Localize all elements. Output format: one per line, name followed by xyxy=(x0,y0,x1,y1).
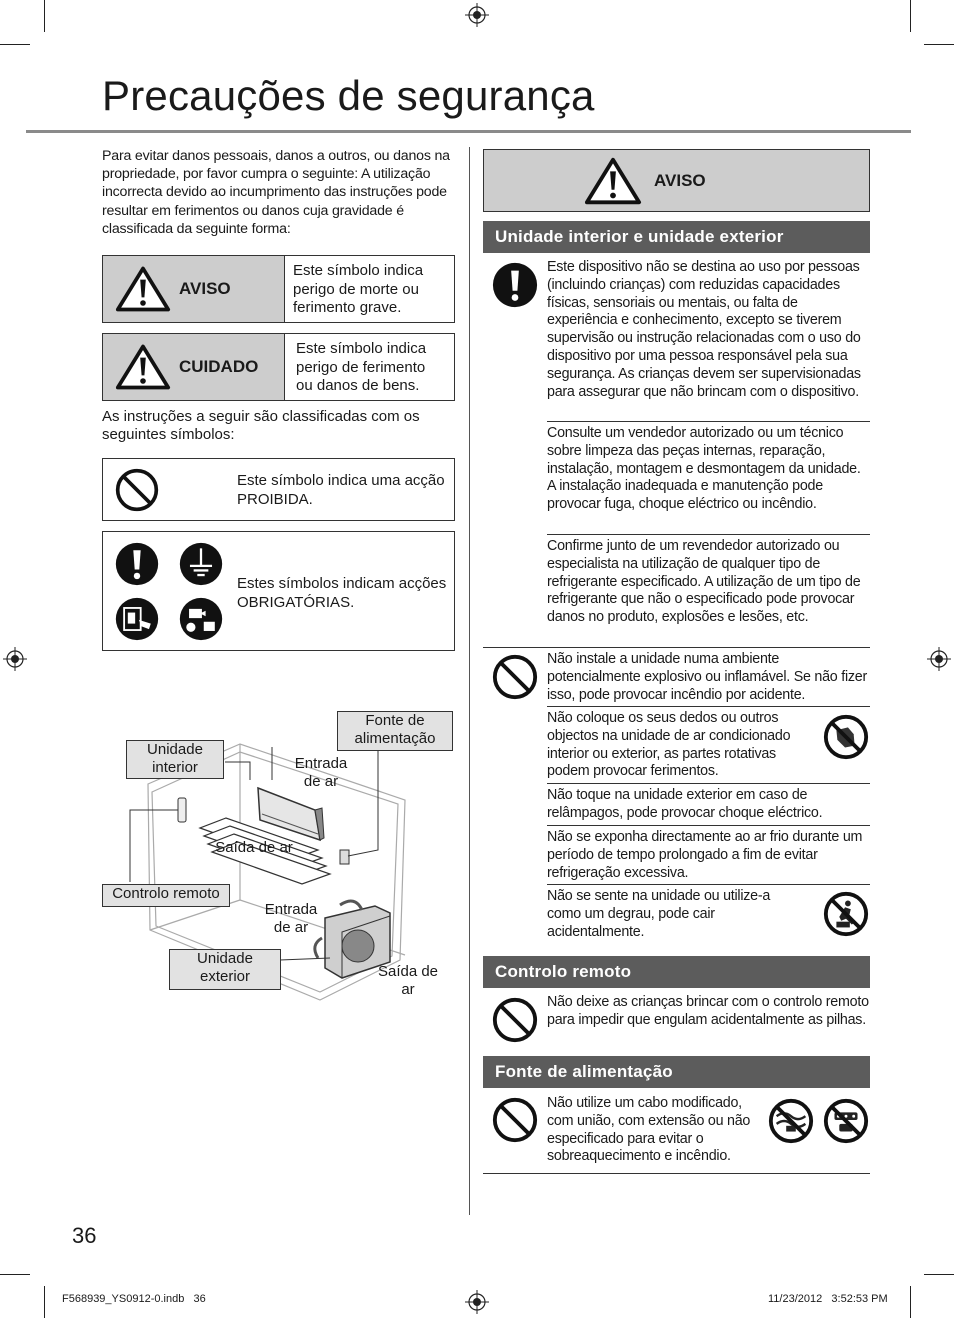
item-separator xyxy=(547,884,870,885)
safety-item: Não se sente na unidade ou utilize-a como um degrau, pode cair acidentalmente. xyxy=(547,888,771,940)
no-extension-cord-icon xyxy=(822,1097,870,1145)
caution-triangle-icon xyxy=(115,343,171,391)
prohibited-box xyxy=(102,458,455,521)
item-separator xyxy=(547,783,870,784)
item-separator xyxy=(483,1173,870,1174)
crop-mark xyxy=(0,1274,30,1275)
legend-cuidado-symbol xyxy=(103,334,285,400)
no-sitting-icon xyxy=(822,890,870,938)
safety-item: Consulte um vendedor autorizado ou um técnico sobre limpeza das peças internas, reparação, instalação, montagem e desmontagem da unidade. A instalação inadequada e manutenção pode provocar fuga, choque eléctrico ou incêndio. xyxy=(547,425,861,513)
crop-mark xyxy=(924,44,954,45)
registration-mark-icon xyxy=(465,1290,489,1314)
prohibited-icon xyxy=(114,467,160,513)
air-inlet-label-2: Entrada de ar xyxy=(264,901,318,936)
crop-mark xyxy=(44,1286,45,1318)
safety-item: Não coloque os seus dedos ou outros objectos na unidade de ar condicionado interior ou exterior, as partes rotativas podem provocar ferimentos. xyxy=(547,710,791,780)
legend-cuidado-label: CUIDADO xyxy=(179,357,259,376)
prohibited-icon xyxy=(491,996,539,1044)
prohibited-desc: Este símbolo indica uma acção PROIBIDA. xyxy=(237,472,445,508)
safety-item: Não utilize um cabo modificado, com união, com extensão ou não especificado para evitar o sobreaquecimento e incêndio. xyxy=(547,1095,751,1165)
power-source-label: Fonte de alimentação xyxy=(337,711,453,751)
column-divider xyxy=(469,147,470,1215)
legend-cuidado-row xyxy=(102,333,455,401)
mandatory-box xyxy=(102,531,455,651)
classified-text: As instruções a seguir são classificadas com os seguintes símbolos: xyxy=(102,408,420,443)
title-rule xyxy=(26,130,911,133)
no-fingers-icon xyxy=(822,713,870,761)
legend-aviso-desc: Este símbolo indica perigo de morte ou ferimento grave. xyxy=(293,262,424,316)
intro-text: Para evitar danos pessoais, danos a outros, ou danos na propriedade, por favor cumpra o seguinte: A utilização incorrecta devido ao incumprimento das instruções pode resultar em ferimentos ou danos cuja gravidade é classificada da seguinte forma: xyxy=(102,148,450,237)
section-heading-power: Fonte de alimentação xyxy=(483,1056,870,1088)
outdoor-unit-label: Unidade exterior xyxy=(169,949,281,990)
warning-triangle-icon xyxy=(115,265,171,313)
item-separator xyxy=(547,825,870,826)
aviso-header xyxy=(483,149,870,212)
legend-aviso-label: AVISO xyxy=(179,279,231,298)
crop-mark xyxy=(44,0,45,32)
legend-aviso-symbol xyxy=(103,256,285,322)
crop-mark xyxy=(924,1274,954,1275)
unplug-icon xyxy=(178,596,224,642)
crop-mark xyxy=(910,0,911,32)
crop-mark xyxy=(910,1286,911,1318)
no-modified-cable-icon xyxy=(767,1097,815,1145)
ground-icon xyxy=(178,541,224,587)
crop-mark xyxy=(0,44,30,45)
air-outlet-label: Saída de ar xyxy=(215,839,293,856)
safety-item: Este dispositivo não se destina ao uso por pessoas (incluindo crianças) com reduzidas capacidades físicas, sensoriais ou mentais, ou falta de experiência e conhecimento, excepto se tiverem supervisão ou instrução relacionadas com o uso do dispositivo por uma pessoa responsável pela sua segurança. As crianças devem ser supervisionadas para assegurar que não brincam com o dispositivo. xyxy=(547,259,861,400)
mandatory-icon xyxy=(491,261,539,309)
safety-item: Não deixe as crianças brincar com o controlo remoto para impedir que engulam acidentalmente as pilhas. xyxy=(547,994,869,1028)
indoor-unit-label: Unidade interior xyxy=(126,740,224,779)
item-separator xyxy=(547,421,870,422)
air-outlet-label-2: Saída de ar xyxy=(377,963,439,998)
mandatory-desc: Estes símbolos indicam acções OBRIGATÓRIAS. xyxy=(237,575,447,611)
mandatory-icon xyxy=(114,541,160,587)
page-title: Precauções de segurança xyxy=(102,72,595,119)
safety-item: Não se exponha directamente ao ar frio durante um período de tempo prolongado a fim de evitar refrigeração excessiva. xyxy=(547,829,863,881)
safety-item: Confirme junto de um revendedor autorizado ou especialista na utilização de qualquer tipo de refrigerante especificado. A utilização de um tipo de refrigerante que não o especificado pode provocar danos no produto, explosões e lesões, etc. xyxy=(547,538,861,626)
registration-mark-icon xyxy=(927,647,951,671)
air-inlet-label: Entrada de ar xyxy=(294,755,348,790)
section-heading-units: Unidade interior e unidade exterior xyxy=(483,221,870,253)
item-separator xyxy=(547,534,870,535)
prohibited-icon xyxy=(491,1096,539,1144)
plug-in-icon xyxy=(114,596,160,642)
safety-item: Não toque na unidade exterior em caso de relâmpagos, pode provocar choque eléctrico. xyxy=(547,787,823,821)
footer-file: F568939_YS0912-0.indb 36 xyxy=(62,1293,206,1305)
page-number: 36 xyxy=(72,1223,97,1248)
prohibited-icon xyxy=(491,653,539,701)
registration-mark-icon xyxy=(465,3,489,27)
footer-date: 11/23/2012 3:52:53 PM xyxy=(768,1293,888,1305)
legend-aviso-row xyxy=(102,255,455,323)
item-separator xyxy=(483,647,870,648)
aviso-header-label: AVISO xyxy=(654,171,706,190)
section-heading-remote: Controlo remoto xyxy=(483,956,870,988)
legend-cuidado-desc: Este símbolo indica perigo de ferimento ou danos de bens. xyxy=(296,340,427,394)
remote-control-label: Controlo remoto xyxy=(102,884,230,907)
safety-item: Não instale a unidade numa ambiente potencialmente explosivo ou inflamável. Se não fizer isso, pode provocar incêndio por acidente. xyxy=(547,651,867,703)
registration-mark-icon xyxy=(3,647,27,671)
warning-triangle-icon xyxy=(584,156,642,206)
item-separator xyxy=(547,706,870,707)
